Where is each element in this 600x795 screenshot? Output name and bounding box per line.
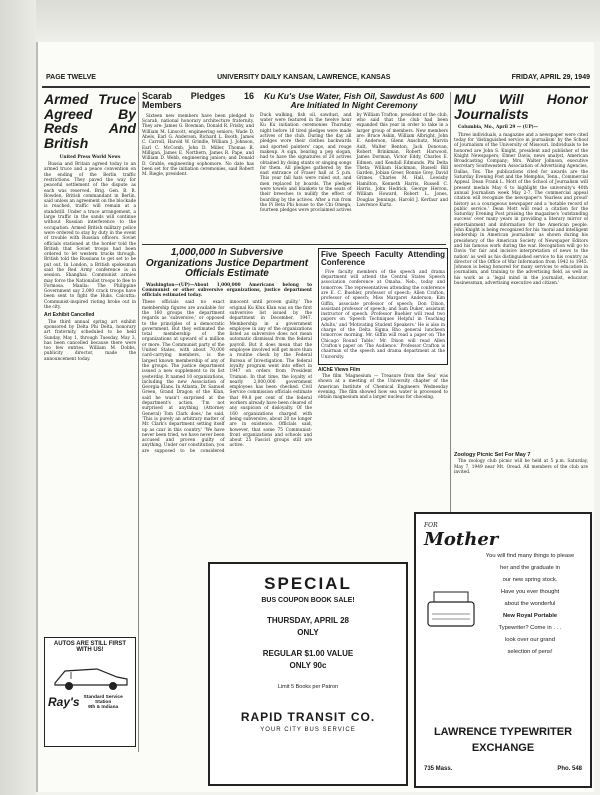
typewriter-line: our new spring stock. — [502, 577, 558, 583]
truce-story — [44, 92, 136, 612]
typewriter-name1: LAWRENCE TYPEWRITER — [433, 726, 573, 738]
zoology-story — [454, 450, 588, 510]
bus-regular: REGULAR $1.00 VALUE — [262, 649, 354, 658]
rays-service2: Station — [95, 700, 112, 705]
mu-story — [454, 92, 588, 500]
column-rule — [138, 92, 139, 752]
bus-limit: Limit 5 Books per Patron — [277, 684, 339, 690]
kuku-headline: Ku Ku's Use Water, Fish Oil, Sawdust As 600 Are Initiated In Night Ceremony — [263, 92, 445, 110]
bus-tagline: YOUR CITY BUS SERVICE — [260, 727, 356, 733]
rays-ad-line2: WITH US! — [76, 647, 104, 653]
mu-body: Three individuals, a magazine and a newspaper were cited today for 'distinguished service in journalism' by the School of Journalism of the University of Missouri. Individuals to be honored are John S. Knight, president and publisher of the Knight Newspapers; Elmer Davis, news analyst, American Broadcasting Company; Mrs. Walter Johnson, executive secretary Southwestern Association of Advertising Agencies, Dallas, Tex. The publications cited for awards are the Saturday Evening Post and the Memphis, Tenn., Commercial Appeal. Dean Frank L. Mott of the School of Journalism will present medals May 6 to highlight the university's 40th annual Journalism week May 2-7. The commercial appeal citation will recognize the newspaper's 'fearless and proud' history as a courageous newspaper and a 'notable record of public service.' Dean Mott will read a citation for the Saturday Evening Post praising the magazine's 'outstanding success' over many years in providing a literary mirror of entertainment and information for the American people. John Knight is being recognized for his 'moral and intelligent leadership in American journalism' as shown during his presidency of the American Society of Newspaper Editors and his famous work during the war. Recognition will go to Davis 'for fair and incisive interpretation of news to the nation' as well as his distinguished service to his country as director of the Office of War Information from 1942 to 1945. Johnson is being honored for many services to education in journalism, and training to the advertising field, as well as his work as a 'legal mind in the journalist, educator, businessman, advertising executive and citizen.' — [454, 132, 588, 286]
typewriter-line: look over our grand — [505, 637, 555, 643]
speech-box — [318, 248, 448, 365]
bus-company: RAPID TRANSIT CO. — [240, 710, 376, 724]
subversive-body: These officials said no exact membership figures are available for the 160 groups the department regards as 'subversive,' or opposed to the principles of a democratic government. But they estimated the total membership of the organizations at upward of a million or more. The Communist party of the United States, with about 70,000 card-carrying members, is the largest known membership of any of the groups. The justice department issued a new supplement to its list yesterday. It named 10 organizations, including the new Association of Georgia Klans. In Atlanta, Dr. Samuel Green, Grand Dragon of the Klan, said he wasn't surprised at the department's action. 'I'm not surprised at anything (Attorney General) Tom Clark does,' he said. 'This is purely an arbitrary matter of Mr. Clark's department setting itself up as czar in this country.' 'We have never been tried, we have never been accused and proven guilty of anything. Under our constitution, you are supposed to be considered innocent until proven guilty.' The original Ku Klux Klan was on the first subversive list issued by the department in December, 1947. Membership in a government employee in any of the organizations listed as subversive does not mean automatic dismissal from the federal payroll. But it does mean that the employee involved will get more than a routine check by the Federal Bureau of Investigation. The federal loyalty program went into effect in 1947 on orders from President Truman. In that time, the loyalty of nearly 2,000,000 government employees has been checked. Civil Service commission officials estimate that 99.8 per cent of the federal workers already have been cleared of any suspicion of disloyalty. Of the 160 organizations charged with being subversive, about 20 no longer are in existence. Officials said, however, that some 75 Communist-front organizations and schools and about 25 Fascist groups still are active. — [142, 300, 312, 454]
bus-ad — [208, 562, 408, 786]
typewriter-illustration — [422, 584, 482, 634]
bus-only: ONLY — [297, 628, 319, 637]
typewriter-line: about the wonderful — [504, 601, 556, 607]
column-rule-right — [450, 92, 451, 512]
ad-for: FOR — [424, 522, 438, 529]
aiche-body: The film 'Magnesium — Treasure from the Sea' was shown at a meeting of the University chapter of the American Institute of Chemical Engineers Wednesday evening. The film showed how sea water is processed to obtain magnesium and a larger nucleus for choosing. — [318, 374, 448, 401]
zoology-headline: Zoology Picnic Set For May 7 — [454, 452, 531, 458]
page-edge-left — [0, 0, 36, 795]
newspaper-page — [36, 42, 594, 792]
typewriter-phone: Pho. 548 — [557, 766, 582, 772]
rays-address: 9th & Indiana — [88, 705, 119, 710]
aiche-headline: AIChE Views Film — [318, 366, 361, 373]
scarab-headline: Scarab Pledges 16 Members — [142, 92, 254, 111]
art-headline: Art Exhibit Cancelled — [44, 312, 95, 319]
typewriter-line: Have you ever thought — [500, 589, 560, 595]
subversive-story — [142, 248, 312, 548]
zoology-body: The zoology club picnic will be held at 5 p.m. Saturday, May 7, 1949 near Mt. Oread. All members of the club are invited. — [454, 459, 588, 475]
kuku-story — [260, 92, 448, 240]
page-header — [46, 74, 590, 84]
section-rule — [142, 244, 446, 245]
typewriter-address: 735 Mass. — [424, 766, 453, 772]
typewriter-name2: EXCHANGE — [471, 742, 535, 754]
mu-dateline: Columbia, Mo., April 29 — (UP)— — [458, 125, 539, 131]
car-illustration — [47, 655, 133, 693]
typewriter-line: Typewriter? Come in . . . — [498, 625, 562, 631]
typewriter-line: selection of pens! — [507, 649, 553, 655]
rays-ad — [44, 637, 136, 747]
rays-brand: Ray's — [48, 695, 80, 710]
rays-ad-line1: AUTOS ARE STILL FIRST — [53, 641, 127, 647]
truce-headline: Armed Truce Agreed By Reds And British — [44, 92, 136, 152]
scarab-body: Sixteen new members have been pledged to Scarab, national honorary architecture fraternity. They are: James G. Bowman, Donald R. Frisby, and William M. Linscott, engineering seniors; Wade D. Abels, Earl G. Anderson, Richard L. Booth, James C. Carroll, Harold W. Grindle, William J. Johnson, Earl C. McComb, John D. Miller, Thomas R. Milligan, James E. Northern, James R. Pape, and William D. Webb, engineering juniors; and Donald D. Grable, engineering sophomore. No date has been set for the initiation ceremonies, said Robert M. Riegle, president. — [142, 113, 254, 178]
bus-coupon: BUS COUPON BOOK SALE! — [261, 597, 355, 604]
issue-date: FRIDAY, APRIL 29, 1949 — [511, 74, 590, 81]
aiche-story — [318, 248, 448, 548]
page-edge-top — [0, 0, 600, 42]
kuku-body: Duck walking, fish oil, sawdust, and water were featured in the twelve hour Ku Ku initiation ceremonies Thursday night before 16 tired pledges were made actives of the club. During the day all pledges wore their clothes backwards and sported painters' caps, and rouge makeup. A sign, bearing a pep slogan, had to have the signatures of 20 actives obtained by doing stunts or singing songs for them. All pledges gathered by the east entrance of Fraser hall at 5 p.m. This year fall hats were ruled out, and men replaced by boards. The pledges were towels and blankets to the seats of their breeches to nullify the effect of boarding by the actives. After a run from the Pi Beta Phi house to the Chi Omega, fourteen pledges were proclaimed actives by William Trafton, president of the club, who said that the club had been expanded this year in order to take in a larger group of members. New members are: Bruce Askin, William Albright, John E. Anderson, Glenn Anschutz, Marvin Ault, Walter Benton, Jack Donovan, Robert Brinkman, Robert Harwood, James Dorman, Victor Eddy, Charles E. Edmen, and Kendall Edmunds. Phi Delta Theta; William Hackman, Russell Bill Garden, Jobian Greer, Bonnie Grey, David Grimes. Charles M. Hall, Lewisby Hamilton, Kenneth Harris, Russell C. Harris, John Hedrick, George Herron, William Howard, Robert L. Jones, Douglas Jennings, Harold J. Kerfaur and Lawrence Kurtz. — [260, 112, 448, 214]
subversive-dateline: Washington—(UP)—About 1,000,000 Americans belong to Communist or other subversive organizations, justice department officials estimated today. — [142, 282, 312, 299]
bus-sale: ONLY 90c — [289, 661, 327, 670]
page-number: PAGE TWELVE — [46, 74, 96, 81]
header-rule — [42, 86, 590, 88]
art-body: The third annual spring art exhibit sponsored by Delta Phi Delta, honorary art fraternity, scheduled to be held Sunday, May 1, through Tuesday, May 3, has been cancelled because there were too few entries. William M. Dobbs, publicity director, made the announcement today. — [44, 319, 136, 362]
scarab-story — [142, 92, 254, 242]
truce-body: Russia and Britain agreed today to an armed truce and a peace convention on the ending of the Berlin traffic restrictions. They paved the way for peaceful settlement of the dispute as each was reserved. Brig. Gen. B. R. Bowden, British commandant in Berlin, said unless an agreement on the blockade is reached, traffic will remain at a standstill. Under a truce arrangement, a large traffic in the sands will continue without Russian interference to the occupation. Armed British military police were ordered to stay by duty in the event of trouble with Russian officers. Soviet officials stationed at the border told the British that Soviet troops had been ordered to let western trucks through. British told the Russians to get set to be put out. In London, a British spokesman said the Red Army conference is in session. Shanghai: Communist armies may force the Nationalist troops to flee to Formosa. Manila: The Philippine Government say 2,000 crack troops have been sent to fight the Huks. Calcutta: Communist-inspired rioting broke out in the city. — [44, 162, 136, 311]
bus-day: THURSDAY, APRIL 28 — [267, 616, 349, 625]
subversive-headline: 1,000,000 In Subversive Organizations Justice Department Officials Estimate — [145, 248, 309, 279]
typewriter-line: New Royal Portable — [502, 613, 558, 619]
mu-headline: MU Will Honor Journalists — [454, 92, 588, 122]
rays-service1: Standard Service — [83, 695, 123, 700]
typewriter-ad — [414, 512, 592, 788]
typewriter-line: You will find many things to please — [485, 553, 575, 559]
bus-special: SPECIAL — [264, 574, 352, 593]
typewriter-line: her and the graduate in — [500, 565, 560, 571]
typewriter-lines — [474, 550, 586, 658]
speech-headline: Five Speech Faculty Attending Conference — [321, 250, 445, 268]
speech-body: Five faculty members of the speech and drama department will attend the Central States Speech association conference at Omaha, Neb., today and tomorrow. The representatives attending the conference are E. C. Buehler, professor of speech; Allen Crafton, professor of speech; Miss Margaret Anderson; Kim Giffin, associate professor of speech; Don Dixon, assistant professor of speech; and Sam Duker, assistant instructor of speech. Professor Buehler will read two papers on 'Speech Techniques Helpful in Teaching Adults,' and 'Motivating Student Speakers.' He is also in charge of the Delta Sigma Rho general luncheon tomorrow morning. Mr. Giffin will read a paper on 'The Chicago Round Table.' Mr. Dixon will read Allen Crafton's paper on 'The Audience.' Professor Crafton is chairman of the speech and drama department at the University. — [321, 269, 445, 360]
ad-mother: Mother — [424, 529, 499, 550]
paper-name: UNIVERSITY DAILY KANSAN, LAWRENCE, KANSAS — [217, 74, 391, 81]
truce-byline: United Press World News — [59, 154, 121, 160]
